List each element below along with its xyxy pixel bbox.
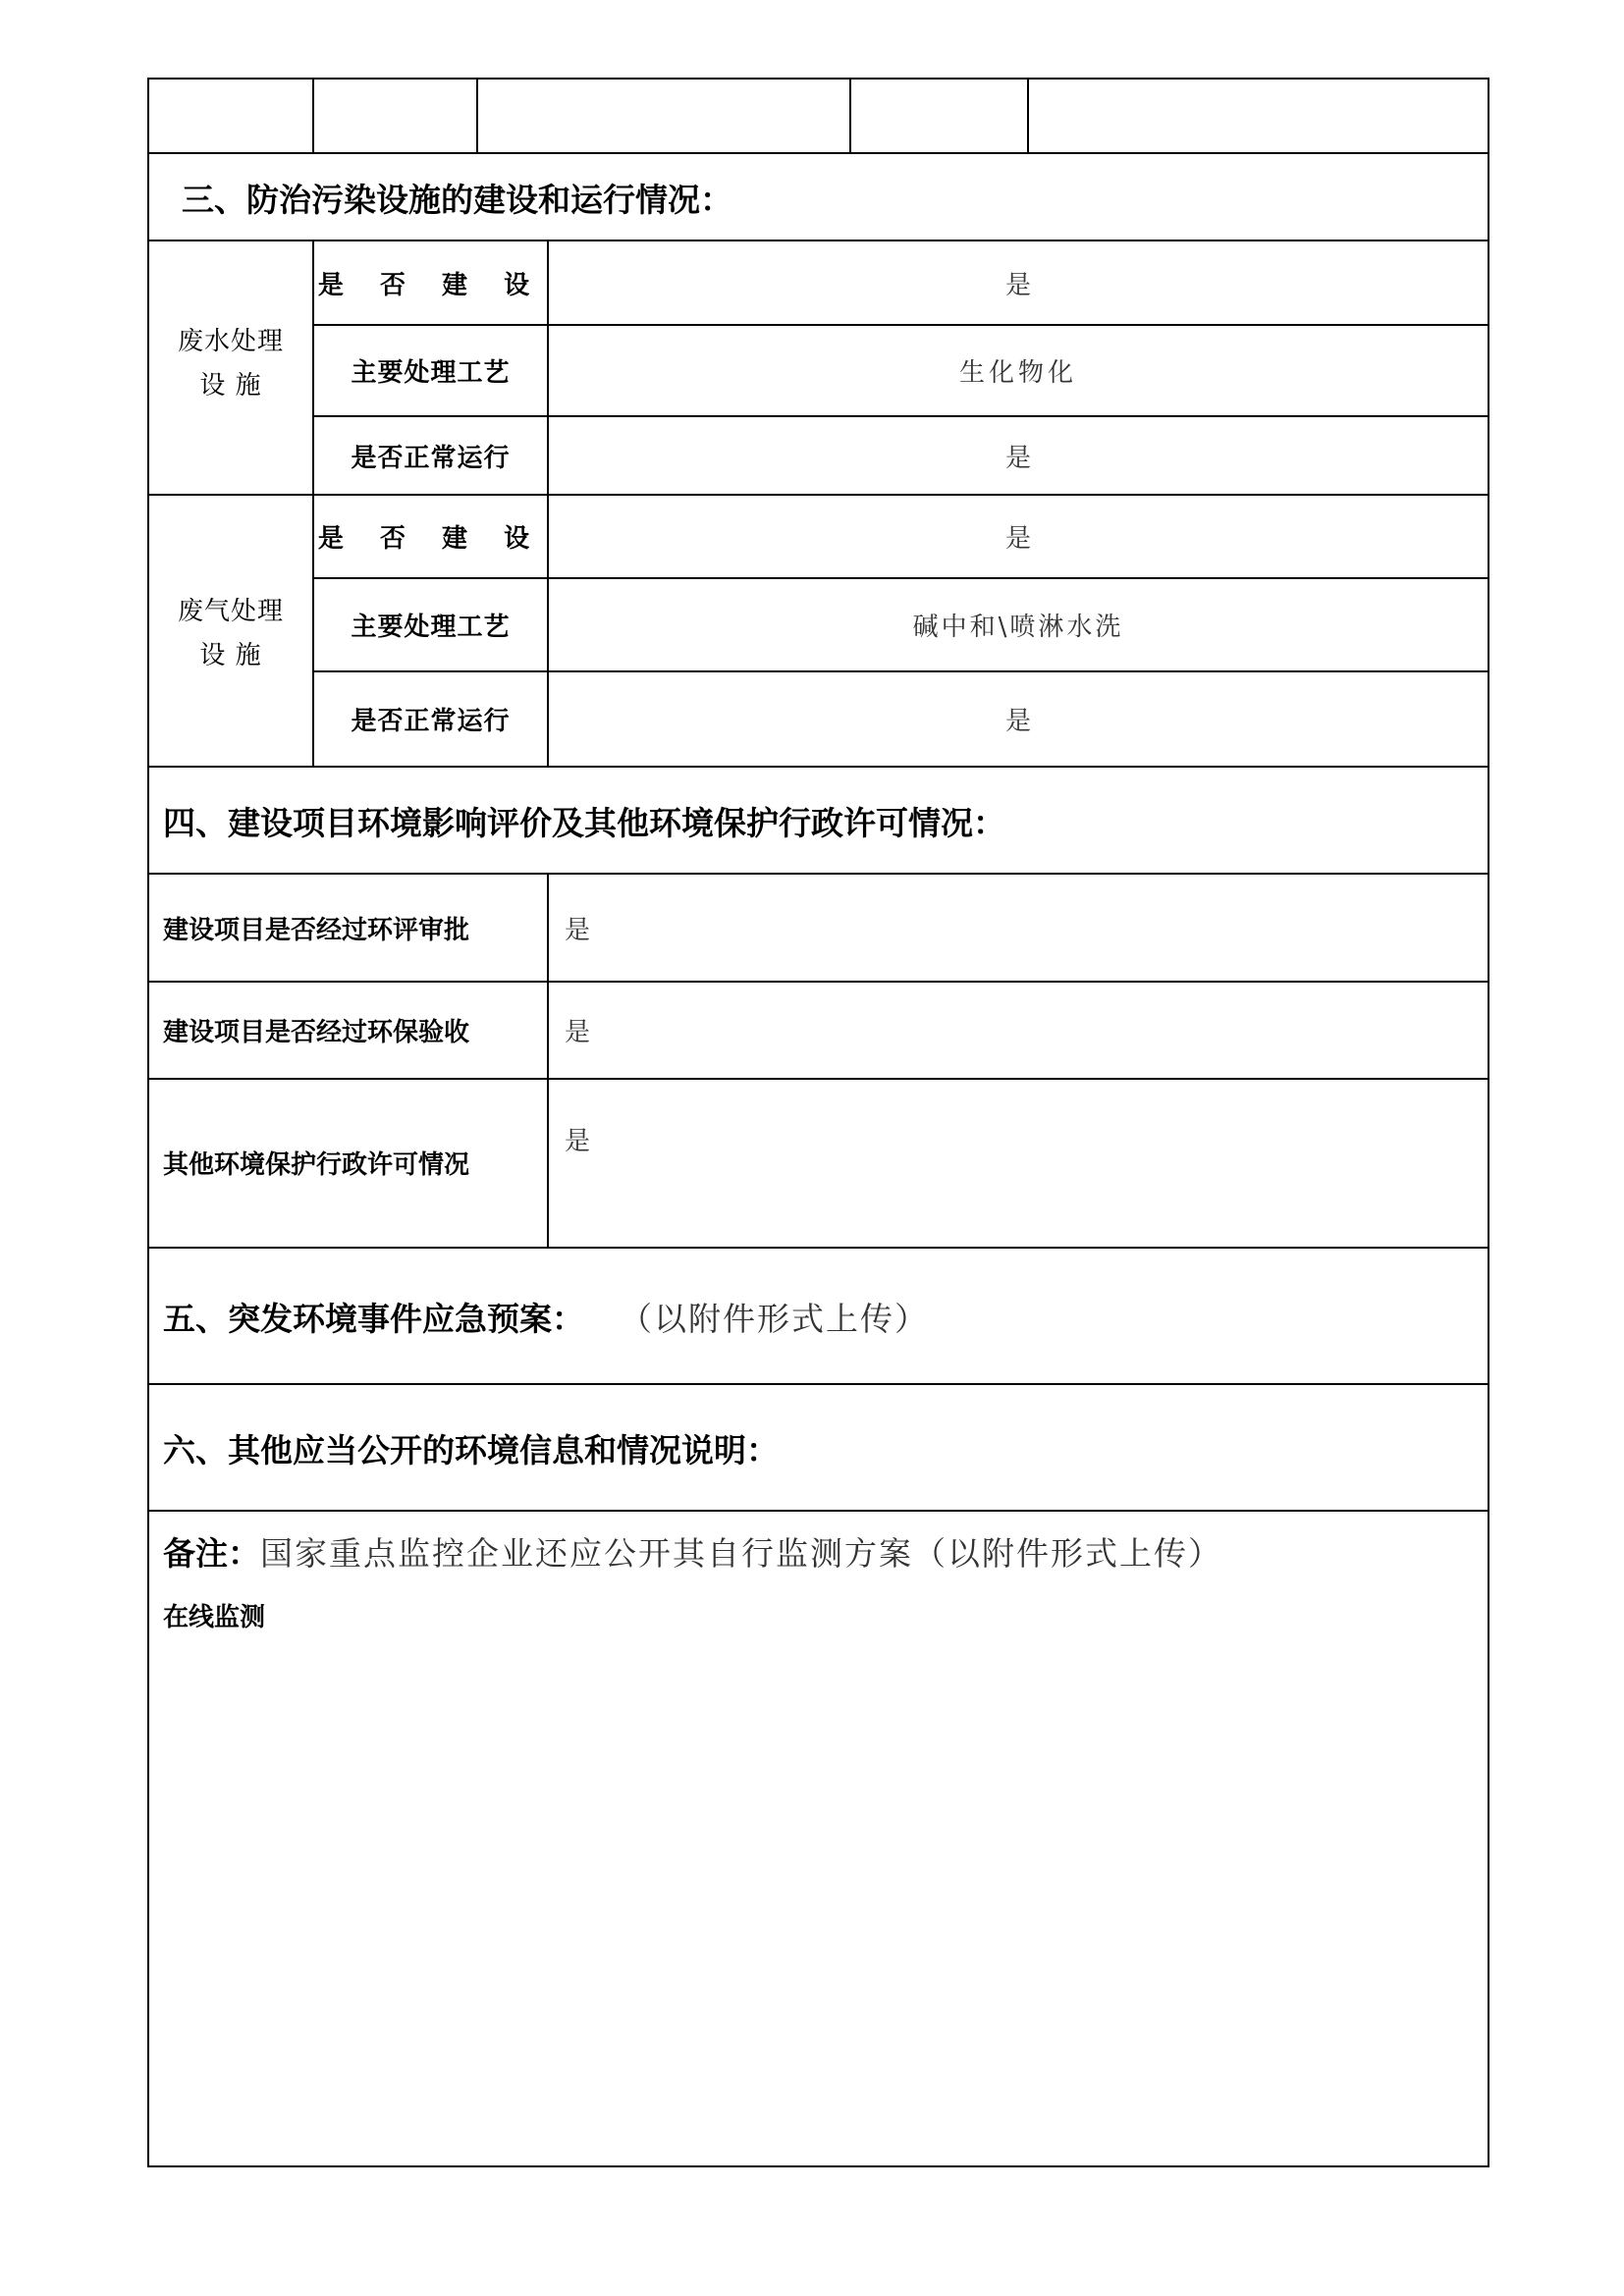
section5-title: 五、突发环境事件应急预案： (163, 1299, 584, 1338)
group-name: 设 施 (199, 640, 262, 670)
row-label: 建设项目是否经过环保验收 (163, 1018, 470, 1047)
section4-title: 四、建设项目环境影响评价及其他环境保护行政许可情况： (163, 803, 1005, 842)
divider (147, 1510, 1489, 1512)
remarks-content: 在线监测 (163, 1602, 266, 1632)
table-border-bottom (147, 2165, 1489, 2167)
row-label: 是 否 建 设 (317, 524, 544, 554)
group-name: 废气处理 (177, 596, 284, 626)
remarks-text: 国家重点监控企业还应公开其自行监测方案（以附件形式上传） (260, 1533, 1222, 1573)
remarks-label: 备注： (163, 1533, 260, 1573)
group-name: 废水处理 (177, 326, 284, 356)
row-value: 是 (1004, 270, 1031, 300)
row-value: 碱中和\喷淋水洗 (912, 613, 1124, 642)
divider (312, 78, 314, 153)
row-label: 主要处理工艺 (351, 358, 511, 388)
section5 (163, 1249, 929, 1384)
row-value: 是 (565, 915, 591, 945)
row-label: 建设项目是否经过环评审批 (163, 915, 470, 945)
table-border-top (147, 78, 1489, 80)
row-value: 是 (565, 1018, 591, 1047)
row-label: 主要处理工艺 (351, 613, 511, 642)
section3-title: 三、防治污染设施的建设和运行情况： (182, 180, 732, 219)
row-label: 是否正常运行 (351, 707, 511, 736)
row-label: 是否正常运行 (351, 443, 511, 473)
divider (1027, 78, 1029, 153)
remarks (163, 1526, 1222, 1575)
row-label: 是 否 建 设 (317, 270, 544, 300)
row-value: 是 (565, 1126, 591, 1156)
divider (547, 873, 549, 1248)
row-value: 是 (1004, 524, 1031, 554)
group-name: 设 施 (199, 370, 262, 400)
row-value: 生化物化 (958, 358, 1077, 388)
divider (476, 78, 478, 153)
divider (849, 78, 851, 153)
row-value: 是 (1004, 443, 1031, 473)
table-border-right (1488, 78, 1489, 2167)
divider (147, 1078, 1489, 1080)
section6-title: 六、其他应当公开的环境信息和情况说明： (163, 1430, 779, 1469)
row-value: 是 (1004, 707, 1031, 736)
section5-note: （以附件形式上传） (620, 1299, 929, 1338)
row-label: 其他环境保护行政许可情况 (163, 1149, 470, 1180)
